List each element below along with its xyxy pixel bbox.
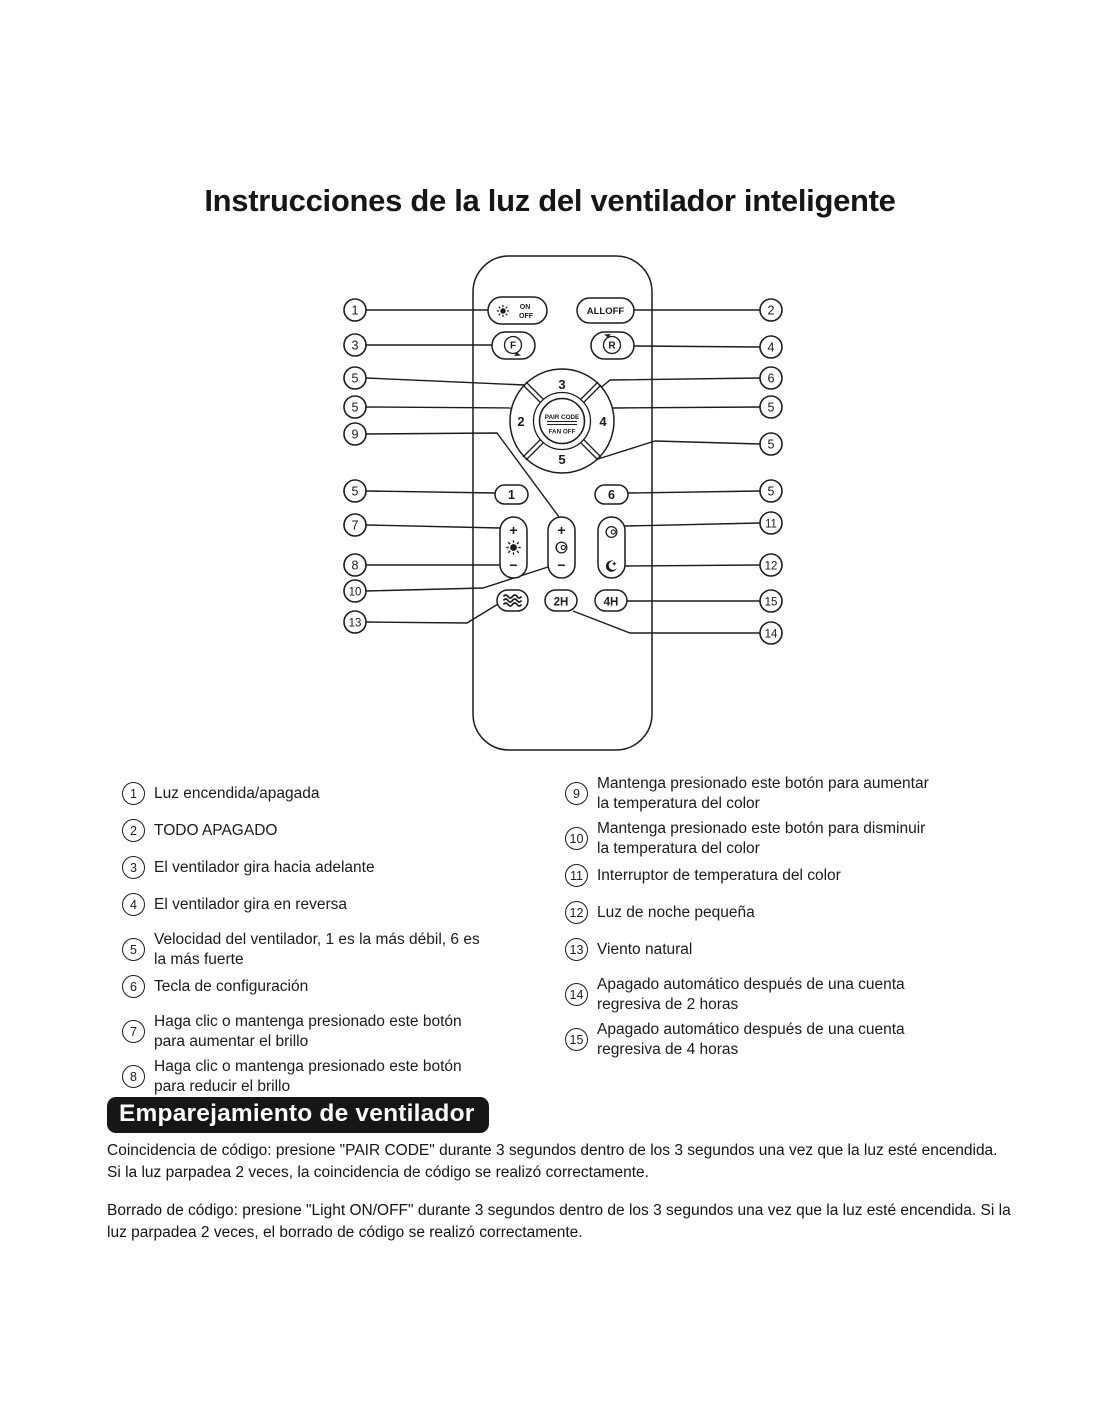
all-off-label: ALLOFF — [586, 306, 625, 317]
callout — [344, 514, 366, 536]
cct-control — [548, 517, 575, 578]
fan-reverse-button — [591, 332, 634, 359]
legend-left-column — [122, 782, 577, 1102]
svg-text:15: 15 — [764, 596, 778, 609]
svg-text:5: 5 — [767, 400, 775, 415]
callout — [344, 423, 366, 445]
callout — [344, 396, 366, 418]
cct-plus-label: + — [557, 522, 566, 538]
light-off-label: OFF — [519, 313, 533, 320]
callout — [760, 299, 782, 321]
legend-item: 10 Mantenga presionado este botón para disminuir la temperatura del color — [565, 819, 1045, 858]
callout — [760, 396, 782, 418]
callout — [344, 580, 366, 602]
svg-text:2: 2 — [767, 303, 775, 318]
legend-item: 14 Apagado automático después de una cuenta regresiva de 2 horas — [565, 975, 1045, 1014]
timer-2h-label: 2H — [553, 596, 569, 609]
all-off-button — [577, 298, 634, 323]
speed-min-label: 1 — [508, 488, 515, 502]
remote-diagram — [0, 245, 1100, 785]
dpad-down-label: 5 — [558, 452, 566, 467]
callouts-right — [760, 299, 782, 644]
pairing-paragraph-2: Borrado de código: presione "Light ON/OFF" durante 3 segundos dentro de los 3 segundos una vez que la luz esté encendida. Si la luz parpadea 2 veces, el borrado de código se realizó correctamente. — [107, 1202, 1011, 1241]
legend-item: 4 El ventilador gira en reversa — [122, 893, 577, 916]
callout-number: 2 — [122, 819, 145, 842]
legend-item: 1 Luz encendida/apagada — [122, 782, 577, 805]
callout — [344, 334, 366, 356]
cct-minus-label: − — [557, 557, 566, 573]
speed-max-label: 6 — [608, 488, 615, 502]
callout-number: 6 — [122, 975, 145, 998]
callout — [760, 480, 782, 502]
callout — [344, 367, 366, 389]
legend-item: 12 Luz de noche pequeña — [565, 901, 1045, 924]
sun-icon — [506, 540, 520, 554]
nightlight-control — [598, 517, 625, 578]
callout-number: 1 — [122, 782, 145, 805]
callout-number: 5 — [122, 938, 145, 961]
callout — [344, 299, 366, 321]
legend-item: 9 Mantenga presionado este botón para aumentar la temperatura del color — [565, 774, 1045, 813]
svg-text:6: 6 — [767, 371, 775, 386]
callout — [760, 336, 782, 358]
svg-text:3: 3 — [351, 338, 359, 353]
svg-text:13: 13 — [348, 617, 362, 630]
brightness-minus-label: − — [509, 557, 518, 573]
svg-text:11: 11 — [765, 518, 777, 531]
dpad-up-label: 3 — [558, 377, 566, 392]
callout-number: 9 — [565, 782, 588, 805]
callout — [760, 433, 782, 455]
svg-text:4: 4 — [767, 340, 775, 355]
svg-text:5: 5 — [351, 400, 359, 415]
callout — [344, 554, 366, 576]
callout-number: 4 — [122, 893, 145, 916]
svg-text:8: 8 — [351, 558, 359, 573]
legend-item: 7 Haga clic o mantenga presionado este botón para aumentar el brillo — [122, 1012, 577, 1051]
callout-number: 10 — [565, 827, 588, 850]
brightness-plus-label: + — [509, 522, 518, 538]
legend-item: 11 Interruptor de temperatura del color — [565, 864, 1045, 887]
dpad — [510, 369, 614, 473]
speed-1-button — [495, 485, 528, 504]
legend-item: 15 Apagado automático después de una cuenta regresiva de 4 horas — [565, 1020, 1045, 1059]
dpad-right-label: 4 — [599, 414, 607, 429]
legend-item: 13 Viento natural — [565, 938, 1045, 961]
svg-text:5: 5 — [767, 484, 775, 499]
brightness-control — [500, 517, 527, 578]
callout-number: 13 — [565, 938, 588, 961]
page-title: Instrucciones de la luz del ventilador inteligente — [204, 183, 896, 218]
svg-text:9: 9 — [351, 427, 359, 442]
svg-text:5: 5 — [351, 371, 359, 386]
light-on-label: ON — [519, 304, 531, 311]
callouts-left — [344, 299, 366, 633]
callout — [344, 611, 366, 633]
callout-number: 15 — [565, 1028, 588, 1051]
svg-text:5: 5 — [767, 437, 775, 452]
forward-label: F — [509, 340, 517, 352]
callout — [760, 367, 782, 389]
callout — [760, 554, 782, 576]
pair-code-label: PAIR CODE — [544, 414, 580, 421]
natural-wind-button — [497, 590, 528, 611]
svg-text:10: 10 — [348, 586, 362, 599]
timer-4h-button — [595, 590, 627, 611]
callout — [760, 512, 782, 534]
fan-off-label: FAN OFF — [548, 428, 576, 436]
timer-2h-button — [545, 590, 577, 611]
dpad-left-label: 2 — [517, 414, 525, 429]
callout — [760, 590, 782, 612]
svg-text:5: 5 — [351, 484, 359, 499]
callout — [760, 622, 782, 644]
callout-number: 8 — [122, 1065, 145, 1088]
legend-item: 6 Tecla de configuración — [122, 975, 577, 998]
svg-text:12: 12 — [764, 560, 778, 573]
callout-number: 11 — [565, 864, 588, 887]
pairing-section-heading: Emparejamiento de ventilador — [107, 1097, 489, 1133]
callout — [344, 480, 366, 502]
callout-number: 14 — [565, 983, 588, 1006]
legend-item: 5 Velocidad del ventilador, 1 es la más débil, 6 es la más fuerte — [122, 930, 577, 969]
light-onoff-button — [488, 297, 547, 324]
pairing-paragraph-1: Coincidencia de código: presione "PAIR CODE" durante 3 segundos dentro de los 3 segundos una vez que la luz esté encendida. Si la luz parpadea 2 veces, la coincidencia de código se realizó correctamente. — [107, 1142, 998, 1181]
callout-number: 12 — [565, 901, 588, 924]
sun-icon — [497, 305, 509, 317]
reverse-label: R — [608, 340, 616, 352]
fan-forward-button — [492, 332, 535, 359]
speed-6-button — [595, 485, 628, 504]
callout-number: 7 — [122, 1020, 145, 1043]
legend-item: 3 El ventilador gira hacia adelante — [122, 856, 577, 879]
svg-text:7: 7 — [351, 518, 359, 533]
legend-item: 2 TODO APAGADO — [122, 819, 577, 842]
svg-text:14: 14 — [764, 628, 778, 641]
legend-item: 8 Haga clic o mantenga presionado este botón para reducir el brillo — [122, 1057, 577, 1096]
svg-text:1: 1 — [351, 303, 359, 318]
callout-number: 3 — [122, 856, 145, 879]
legend-right-column — [565, 774, 1045, 1065]
timer-4h-label: 4H — [603, 596, 619, 609]
